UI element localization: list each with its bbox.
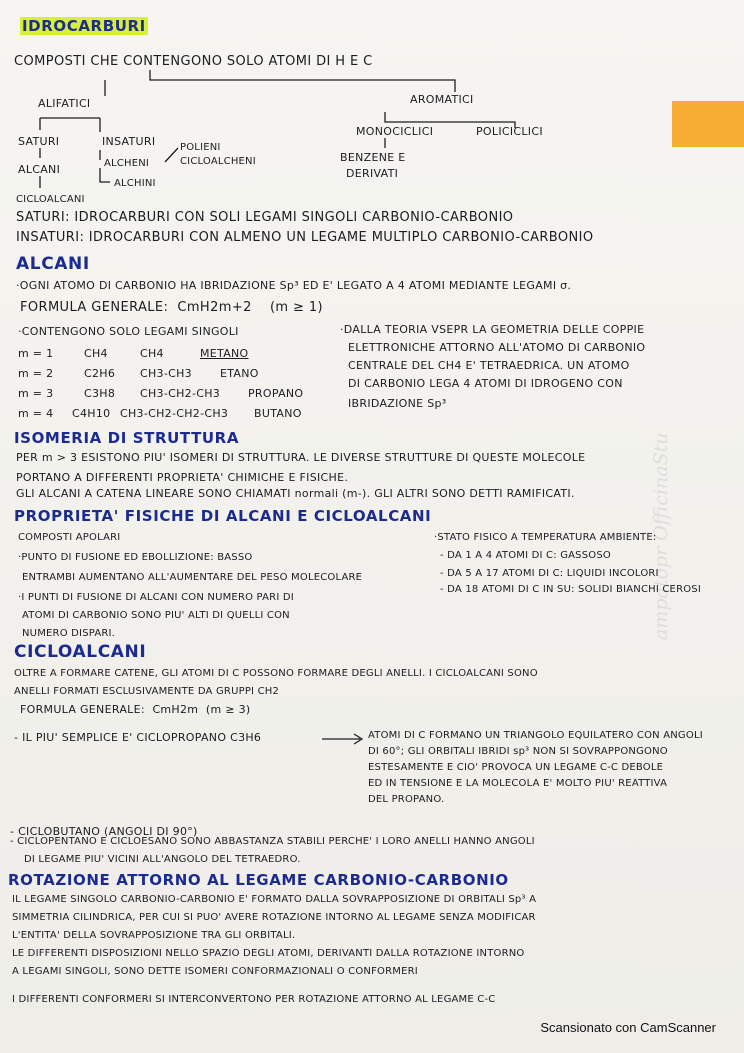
heading-alcani: ALCANI <box>16 254 90 274</box>
tree-polieni: POLIENI <box>180 142 221 153</box>
heading-rotazione: ROTAZIONE ATTORNO AL LEGAME CARBONIO-CARBONIO <box>8 871 509 889</box>
def-saturi: SATURI: IDROCARBURI CON SOLI LEGAMI SINGOLI CARBONIO-CARBONIO <box>16 210 514 225</box>
rotazione-line-4: LE DIFFERENTI DISPOSIZIONI NELLO SPAZIO DEGLI ATOMI, DERIVANTI DALLA ROTAZIONE INTORNO <box>12 948 525 959</box>
proprieta-left-6: NUMERO DISPARI. <box>22 628 116 639</box>
ciclopentano-line-1b: - CICLOPENTANO E CICLOESANO SONO ABBASTANZA STABILI PERCHE' I LORO ANELLI HANNO ANGOLI <box>10 836 535 847</box>
proprieta-right-4: - DA 18 ATOMI DI C IN SU: SOLIDI BIANCHI CEROSI <box>440 584 701 595</box>
ciclopropano-note-5: DEL PROPANO. <box>368 794 445 805</box>
proprieta-right-3: - DA 5 A 17 ATOMI DI C: LIQUIDI INCOLORI <box>440 568 659 579</box>
rotazione-line-6: I DIFFERENTI CONFORMERI SI INTERCONVERTONO PER ROTAZIONE ATTORNO AL LEGAME C-C <box>12 994 496 1005</box>
proprieta-left-5: ATOMI DI CARBONIO SONO PIU' ALTI DI QUELLI CON <box>22 610 290 621</box>
tree-benzene-2: DERIVATI <box>346 167 399 180</box>
vsepr-5: IBRIDAZIONE Sp³ <box>348 397 447 410</box>
tree-insaturi: INSATURI <box>102 135 156 148</box>
proprieta-left-2: ·PUNTO DI FUSIONE ED EBOLLIZIONE: BASSO <box>18 552 253 563</box>
vsepr-3: CENTRALE DEL CH4 E' TETRAEDRICA. UN ATOMO <box>348 359 630 372</box>
heading-proprieta: PROPRIETA' FISICHE DI ALCANI E CICLOALCANI <box>14 507 432 525</box>
camscanner-footer: Scansionato con CamScanner <box>540 1020 716 1035</box>
rotazione-line-1: IL LEGAME SINGOLO CARBONIO-CARBONIO E' FORMATO DALLA SOVRAPPOSIZIONE DI ORBITALI Sp³ A <box>12 894 537 905</box>
alcani-row-2: m = 2 C2H6 CH3-CH3 ETANO <box>18 367 259 380</box>
tree-alchini: ALCHINI <box>114 178 156 189</box>
proprieta-left-3: ENTRAMBI AUMENTANO ALL'AUMENTARE DEL PESO MOLECOLARE <box>22 572 363 583</box>
isomeria-line-1: PER m > 3 ESISTONO PIU' ISOMERI DI STRUTTURA. LE DIVERSE STRUTTURE DI QUESTE MOLECOLE <box>16 451 586 464</box>
def-insaturi: INSATURI: IDROCARBURI CON ALMENO UN LEGAME MULTIPLO CARBONIO-CARBONIO <box>16 230 594 245</box>
proprieta-right-1: ·STATO FISICO A TEMPERATURA AMBIENTE: <box>434 532 657 543</box>
vsepr-1: ·DALLA TEORIA VSEPR LA GEOMETRIA DELLE COPPIE <box>340 323 645 336</box>
arrow-icon <box>320 732 366 746</box>
tree-benzene-1: BENZENE E <box>340 151 406 164</box>
tree-aromatici: AROMATICI <box>410 93 474 106</box>
tree-policiclici: POLICICLICI <box>476 125 543 138</box>
tree-cicloalcani: CICLOALCANI <box>16 194 85 205</box>
alcani-row-1: m = 1 CH4 CH4 METANO <box>18 347 249 360</box>
tree-alcheni: ALCHENI <box>104 158 150 169</box>
ciclobutano-line: - CICLOBUTANO (ANGOLI DI 90°) <box>10 825 198 838</box>
alcani-singoli: ·CONTENGONO SOLO LEGAMI SINGOLI <box>18 325 239 338</box>
watermark: ampatopr OfficinaStu <box>650 432 672 640</box>
vsepr-2: ELETTRONICHE ATTORNO ALL'ATOMO DI CARBONIO <box>348 341 646 354</box>
intro-text: COMPOSTI CHE CONTENGONO SOLO ATOMI DI H E C <box>14 54 373 69</box>
tree-alcani: ALCANI <box>18 163 61 176</box>
ciclopropano-note-1: ATOMI DI C FORMANO UN TRIANGOLO EQUILATERO CON ANGOLI <box>368 730 703 741</box>
tree-monociclici: MONOCICLICI <box>356 125 434 138</box>
proprieta-right-2: - DA 1 A 4 ATOMI DI C: GASSOSO <box>440 550 611 561</box>
vsepr-4: DI CARBONIO LEGA 4 ATOMI DI IDROGENO CON <box>348 377 623 390</box>
cicloalcani-line-1: OLTRE A FORMARE CATENE, GLI ATOMI DI C POSSONO FORMARE DEGLI ANELLI. I CICLOALCANI SONO <box>14 668 538 679</box>
rotazione-line-3: L'ENTITA' DELLA SOVRAPPOSIZIONE TRA GLI ORBITALI. <box>12 930 296 941</box>
page-title: IDROCARBURI <box>22 17 146 35</box>
proprieta-left-4: ·I PUNTI DI FUSIONE DI ALCANI CON NUMERO PARI DI <box>18 592 294 603</box>
ciclopentano-line-2: DI LEGAME PIU' VICINI ALL'ANGOLO DEL TETRAEDRO. <box>24 854 301 865</box>
ciclopropano-note-3: ESTESAMENTE E CIO' PROVOCA UN LEGAME C-C DEBOLE <box>368 762 664 773</box>
ciclopropano-note-2: DI 60°; GLI ORBITALI IBRIDI sp³ NON SI SOVRAPPONGONO <box>368 746 668 757</box>
tree-saturi: SATURI <box>18 135 60 148</box>
rotazione-line-2: SIMMETRIA CILINDRICA, PER CUI SI PUO' AVERE ROTAZIONE INTORNO AL LEGAME SENZA MODIFICAR <box>12 912 536 923</box>
heading-isomeria: ISOMERIA DI STRUTTURA <box>14 429 240 447</box>
ciclopropano-line: - IL PIU' SEMPLICE E' CICLOPROPANO C3H6 <box>14 731 262 744</box>
cicloalcani-line-2: ANELLI FORMATI ESCLUSIVAMENTE DA GRUPPI CH2 <box>14 686 280 697</box>
ciclopropano-note-4: ED IN TENSIONE E LA MOLECOLA E' MOLTO PIU' REATTIVA <box>368 778 668 789</box>
tree-cicloalcheni: CICLOALCHENI <box>180 156 256 167</box>
tree-alifatici: ALIFATICI <box>38 97 91 110</box>
isomeria-line-2: PORTANO A DIFFERENTI PROPRIETA' CHIMICHE E FISICHE. <box>16 471 349 484</box>
heading-cicloalcani: CICLOALCANI <box>14 642 147 662</box>
alcani-line-1: ·OGNI ATOMO DI CARBONIO HA IBRIDAZIONE Sp³ ED E' LEGATO A 4 ATOMI MEDIANTE LEGAMI σ. <box>16 279 572 292</box>
cicloalcani-formula: FORMULA GENERALE: CmH2m (m ≥ 3) <box>20 703 251 716</box>
proprieta-left-1: COMPOSTI APOLARI <box>18 532 121 543</box>
alcani-formula: FORMULA GENERALE: CmH2m+2 (m ≥ 1) <box>20 300 323 315</box>
rotazione-line-5: A LEGAMI SINGOLI, SONO DETTE ISOMERI CONFORMAZIONALI O CONFORMERI <box>12 966 418 977</box>
isomeria-line-3: GLI ALCANI A CATENA LINEARE SONO CHIAMATI normali (m-). GLI ALTRI SONO DETTI RAMIFICATI. <box>16 487 575 500</box>
alcani-row-3: m = 3 C3H8 CH3-CH2-CH3 PROPANO <box>18 387 304 400</box>
alcani-row-4: m = 4 C4H10 CH3-CH2-CH2-CH3 BUTANO <box>18 407 302 420</box>
